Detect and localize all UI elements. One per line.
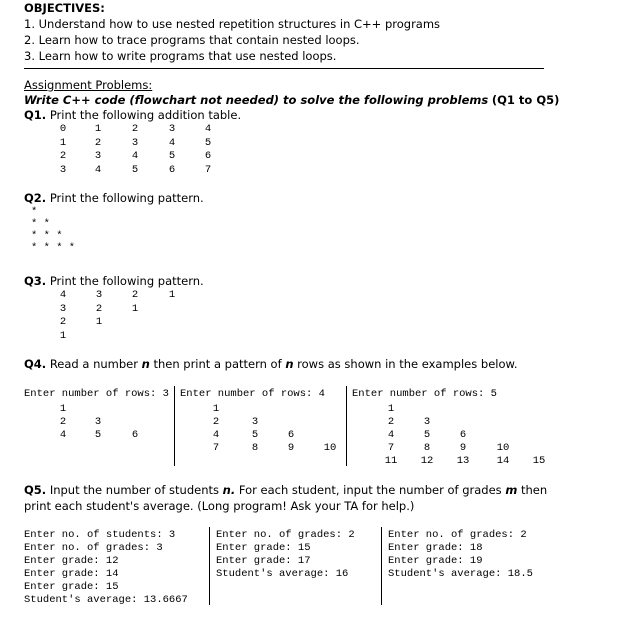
console-line: Enter no. of grades: 3 [24, 542, 163, 554]
objective-item: 3. Learn how to write programs that use nested loops. [24, 49, 337, 63]
pattern-number: 2 [387, 416, 395, 428]
console-line: Student's average: 16 [216, 568, 349, 580]
pattern-number: 1 [212, 403, 220, 415]
pattern-number: 3 [59, 302, 67, 315]
pattern-number: 4 [59, 429, 67, 441]
pattern-number: 14 [496, 455, 510, 467]
q3-prompt [24, 274, 204, 288]
table-cell: 4 [204, 123, 212, 135]
console-line: Student's average: 18.5 [388, 568, 533, 580]
table-cell: 5 [131, 163, 139, 176]
table-cell: 4 [94, 163, 102, 176]
table-cell: 3 [131, 136, 139, 149]
q4-prompt [24, 357, 518, 371]
pattern-number: 8 [423, 442, 431, 454]
q4-example-prompt: Enter number of rows: 5 [352, 388, 497, 400]
section-divider [24, 68, 544, 69]
pattern-number: 6 [459, 429, 467, 441]
q4-text-after: rows as shown in the examples below. [297, 357, 518, 371]
table-cell: 4 [131, 150, 139, 162]
q4-text-mid: then print a pattern of [153, 357, 282, 371]
pattern-number: 1 [131, 302, 139, 315]
pattern-number: 8 [251, 442, 259, 454]
pattern-number: 10 [496, 442, 510, 454]
instruction-range: (Q1 to Q5) [491, 93, 560, 107]
pattern-number: 4 [59, 289, 67, 301]
pattern-number: 7 [212, 442, 220, 454]
table-cell: 6 [168, 163, 176, 176]
console-line: Enter no. of grades: 2 [216, 529, 355, 541]
pattern-number: 6 [287, 429, 295, 441]
q5-text-before: Input the number of students [49, 483, 220, 497]
table-cell: 2 [131, 123, 139, 135]
q3-label: Q3. [24, 274, 47, 288]
example-divider [174, 386, 175, 466]
table-cell: 3 [59, 163, 67, 176]
pattern-number: 4 [387, 429, 395, 441]
q1-label: Q1. [24, 108, 47, 122]
q4-example-prompt: Enter number of rows: 3 [24, 388, 169, 400]
q5-text-after: then [520, 483, 548, 497]
star-row: * * * * [31, 242, 76, 254]
console-line: Enter grade: 15 [24, 581, 119, 593]
pattern-number: 9 [287, 442, 295, 454]
table-cell: 5 [168, 150, 176, 162]
q4-label: Q4. [24, 357, 47, 371]
star-row: * * * [31, 230, 63, 242]
q4-text-before: Read a number [49, 357, 138, 371]
console-line: Enter grade: 18 [388, 542, 483, 554]
example-divider [381, 527, 382, 605]
pattern-number: 3 [423, 416, 431, 428]
pattern-number: 1 [59, 403, 67, 415]
pattern-number: 5 [251, 429, 259, 441]
star-row: * [31, 206, 38, 218]
pattern-number: 4 [212, 429, 220, 441]
pattern-number: 1 [168, 289, 176, 301]
pattern-number: 2 [59, 316, 67, 328]
pattern-number: 15 [532, 455, 546, 467]
table-cell: 7 [204, 163, 212, 176]
pattern-number: 1 [387, 403, 395, 415]
q2-prompt [24, 191, 204, 205]
pattern-number: 3 [251, 416, 259, 428]
pattern-number: 6 [131, 429, 139, 441]
example-divider [209, 527, 210, 605]
q3-text: Print the following pattern. [49, 274, 204, 288]
q4-var-n: n [285, 357, 294, 371]
table-cell: 3 [168, 123, 176, 135]
pattern-number: 11 [384, 455, 398, 467]
q2-text: Print the following pattern. [49, 191, 204, 205]
pattern-number: 3 [94, 416, 102, 428]
table-cell: 1 [59, 136, 67, 149]
q2-label: Q2. [24, 191, 47, 205]
q1-prompt [24, 108, 241, 122]
q5-text-mid: For each student, input the number of grades [238, 483, 502, 497]
pattern-number: 13 [456, 455, 470, 467]
pattern-number: 2 [212, 416, 220, 428]
console-line: Student's average: 13.6667 [24, 594, 188, 606]
table-cell: 4 [168, 136, 176, 149]
pattern-number: 12 [420, 455, 434, 467]
pattern-number: 7 [387, 442, 395, 454]
q4-var-n: n [141, 357, 150, 371]
pattern-number: 2 [131, 289, 139, 301]
console-line: Enter grade: 12 [24, 555, 119, 567]
console-line: Enter no. of students: 3 [24, 529, 176, 541]
table-cell: 0 [59, 123, 67, 135]
star-row: * * [31, 218, 50, 230]
q5-var-m: m [505, 483, 518, 497]
pattern-number: 3 [95, 289, 103, 301]
assignment-heading: Assignment Problems: [24, 78, 153, 92]
table-cell: 5 [204, 136, 212, 149]
pattern-number: 5 [423, 429, 431, 441]
objective-item: 1. Understand how to use nested repetition structures in C++ programs [24, 17, 441, 31]
console-line: Enter grade: 17 [216, 555, 311, 567]
pattern-number: 1 [59, 329, 67, 342]
objective-item: 2. Learn how to trace programs that contain nested loops. [24, 33, 360, 47]
pattern-number: 5 [94, 429, 102, 441]
pattern-number: 10 [323, 442, 337, 454]
console-line: Enter grade: 19 [388, 555, 483, 567]
pattern-number: 1 [95, 316, 103, 328]
q5-var-n: n. [222, 483, 236, 497]
q5-prompt-line1 [24, 483, 547, 497]
pattern-number: 2 [59, 416, 67, 428]
q5-label: Q5. [24, 483, 47, 497]
console-line: Enter no. of grades: 2 [388, 529, 527, 541]
pattern-number: 9 [459, 442, 467, 454]
q4-example-prompt: Enter number of rows: 4 [180, 388, 325, 400]
table-cell: 3 [94, 150, 102, 162]
instruction-text: Write C++ code (flowchart not needed) to solve the following problems [24, 93, 489, 107]
q1-text: Print the following addition table. [49, 108, 242, 122]
table-cell: 1 [94, 123, 102, 135]
table-cell: 2 [94, 136, 102, 149]
table-cell: 2 [59, 150, 67, 162]
table-cell: 6 [204, 150, 212, 162]
pattern-number: 2 [95, 302, 103, 315]
q5-prompt-line2: print each student's average. (Long program! Ask your TA for help.) [24, 499, 415, 513]
example-divider [346, 386, 347, 466]
console-line: Enter grade: 15 [216, 542, 311, 554]
console-line: Enter grade: 14 [24, 568, 119, 580]
objectives-heading: OBJECTIVES: [24, 1, 105, 15]
assignment-instruction [24, 93, 559, 107]
